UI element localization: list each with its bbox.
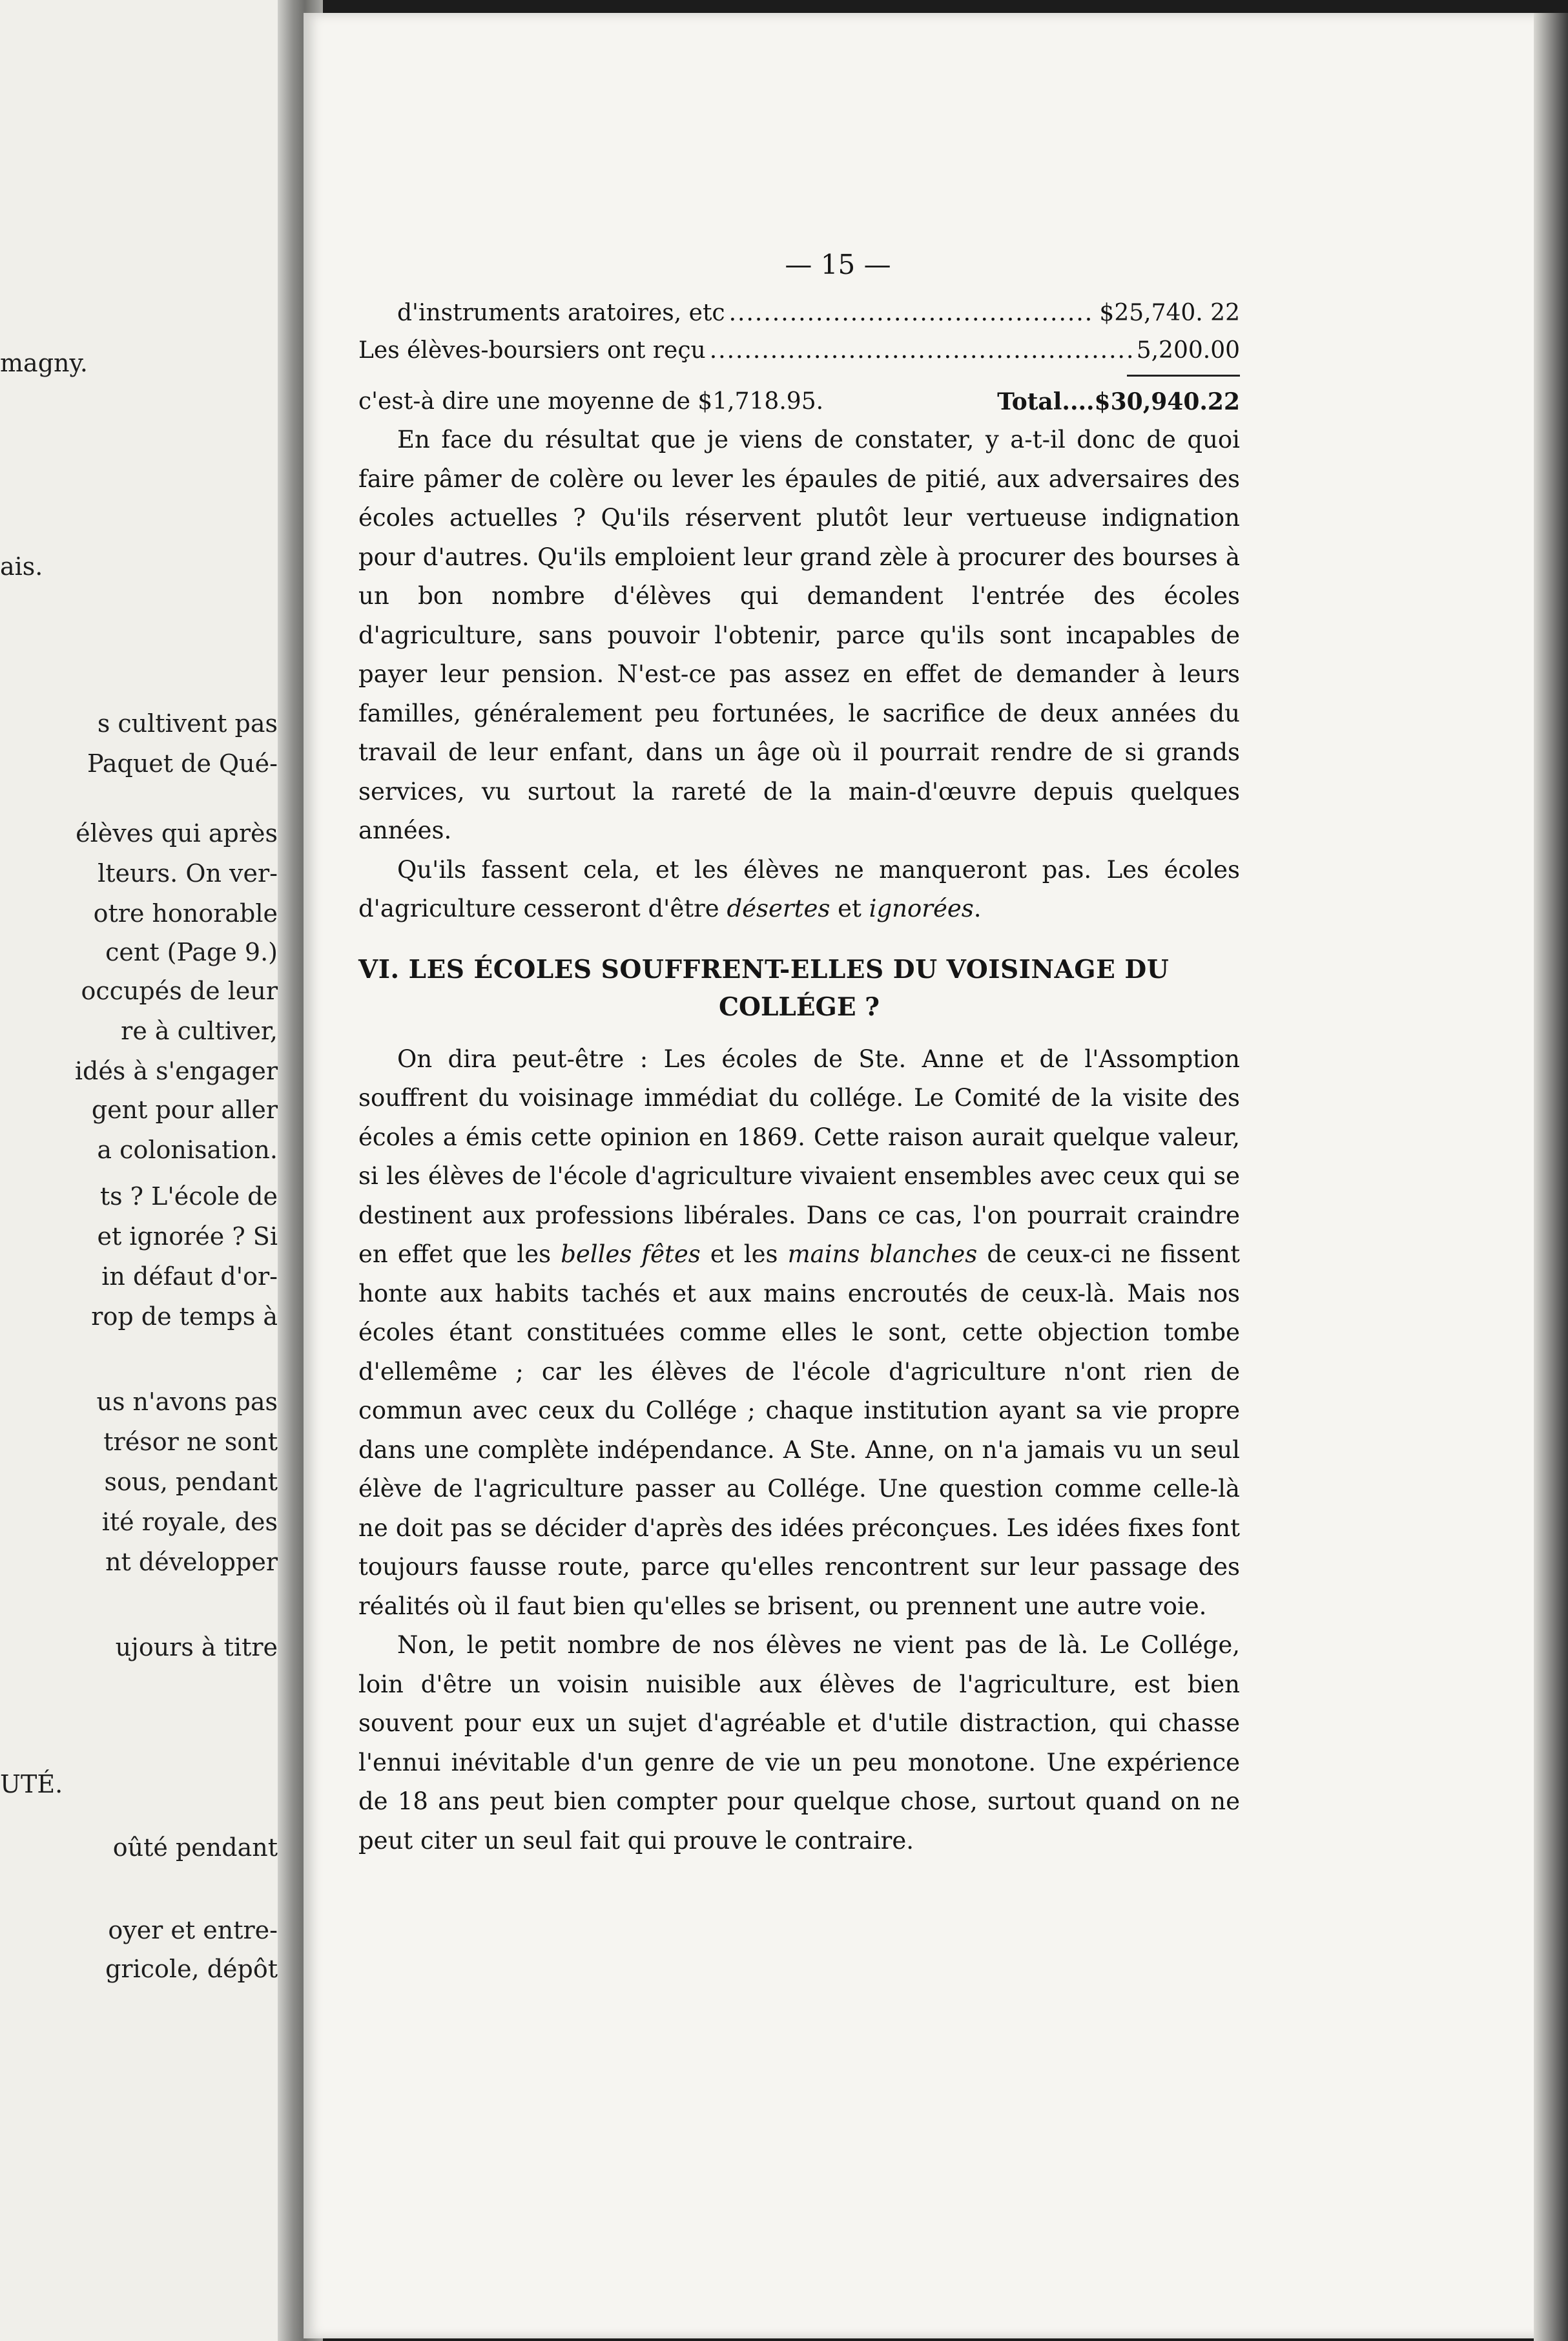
left-page-line: sous, pendant	[104, 1468, 278, 1496]
left-page-line: re à cultiver,	[121, 1017, 278, 1045]
left-page-line: gricole, dépôt	[105, 1955, 278, 1983]
paragraphs-after	[358, 1040, 1240, 1861]
total-line	[358, 383, 1240, 421]
left-page-line: UTÉ.	[0, 1770, 63, 1798]
total-amount: Total....$30,940.22	[997, 388, 1240, 415]
paragraph	[358, 1040, 1240, 1627]
average-text: c'est-à dire une moyenne de $1,718.95.	[358, 388, 824, 415]
left-page-line: ité royale, des	[101, 1508, 278, 1536]
page-number: — 15 —	[785, 249, 891, 280]
left-page-line: élèves qui après	[76, 819, 278, 848]
left-page-line: occupés de leur	[81, 977, 278, 1005]
italic-text: mains blanches	[787, 1240, 978, 1268]
left-page-line: a colonisation.	[97, 1136, 278, 1164]
paragraph-text: En face du résultat que je viens de constater, y a-t-il donc de quoi faire pâmer de colère ou lever les épaules de pitié, aux adversaires des écoles actuelles ? Qu'ils réservent plutôt leur vertueuse indignation pour d'autres. Qu'ils emploient leur grand zèle à procurer des bourses à un bon nombre d'élèves qui demandent l'entrée des écoles d'agriculture, sans pouvoir l'obtenir, parce qu'ils sont incapables de payer leur pension. N'est-ce pas assez en effet de demander à leurs familles, généralement peu fortunées, le sacrifice de deux années du travail de leur enfant, dans un âge où il pourrait rendre de si grands services, vu surtout la rareté de la main-d'œuvre depuis quelques années.	[358, 426, 1240, 844]
left-page-line: rop de temps à	[91, 1302, 278, 1331]
ledger-row	[358, 295, 1240, 332]
ledger-amount: 5,200.00	[1136, 337, 1240, 364]
ledger-label: d'instruments aratoires, etc	[397, 300, 725, 326]
left-page-line: s cultivent pas	[97, 709, 278, 738]
paragraph-text: de ceux-ci ne fissent honte aux habits tachés et aux mains encroutés de ceux-là. Mais nos écoles étant constituées comme elles le sont, cette objection tombe d'ellemême ; car les élèves de l'école d'agriculture n'ont rien de commun avec ceux du Collége ; chaque institution ayant sa vie propre dans une complète indépendance. A Ste. Anne, on n'a jamais vu un seul élève de l'agriculture passer au Collége. Une question comme celle-là ne doit pas se décider d'après des idées préconçues. Les idées fixes font toujours fausse route, parce qu'elles rencontrent sur leur passage des réalités où il faut bien qu'elles se brisent, ou prennent une autre voie.	[358, 1240, 1240, 1620]
previous-page-fragment	[0, 0, 278, 2341]
paragraph-text: .	[973, 895, 982, 922]
paragraph	[358, 851, 1240, 929]
left-page-line: oûté pendant	[112, 1833, 278, 1862]
left-page-line: ts ? L'école de	[99, 1182, 278, 1211]
left-page-line: otre honorable	[93, 899, 278, 928]
left-page-line: cent (Page 9.)	[105, 938, 278, 966]
paragraph	[358, 421, 1240, 851]
left-page-line: ujours à titre	[115, 1633, 278, 1661]
left-page-line: trésor ne sont	[103, 1428, 278, 1456]
page-edge	[1534, 13, 1568, 2341]
paragraph-text: et	[830, 895, 869, 922]
section-heading-line1: VI. LES ÉCOLES SOUFFRENT-ELLES DU VOISINAGE DU	[358, 954, 1170, 984]
paragraph	[358, 1626, 1240, 1860]
ledger-row	[358, 332, 1240, 369]
left-page-line: Paquet de Qué-	[87, 749, 278, 778]
left-page-line: gent pour aller	[91, 1096, 278, 1124]
section-heading-line2: COLLÉGE ?	[718, 992, 880, 1022]
paragraphs-before	[358, 421, 1240, 929]
paragraph-text: et les	[700, 1240, 788, 1268]
paragraph-text: Non, le petit nombre de nos élèves ne vient pas de là. Le Collége, loin d'être un voisin nuisible aux élèves de l'agriculture, est bien souvent pour eux un sujet d'agréable et d'utile distraction, qui chasse l'ennui inévitable d'un genre de vie un peu monotone. Une expérience de 18 ans peut bien compter pour quelque chose, surtout quand on ne peut citer un seul fait qui prouve le contraire.	[358, 1631, 1240, 1855]
left-page-line: idés à s'engager	[74, 1057, 278, 1085]
left-page-line: et ignorée ? Si	[97, 1222, 278, 1251]
ledger-label: Les élèves-boursiers ont reçu	[358, 337, 706, 364]
paragraph-text: On dira peut-être : Les écoles de Ste. Anne et de l'Assomption souffrent du voisinage immédiat du collége. Le Comité de la visite des écoles a émis cette opinion en 1869. Cette raison aurait quelque valeur, si les élèves de l'école d'agriculture vivaient ensembles avec ceux qui se destinent aux professions libérales. Dans ce cas, l'on pourrait craindre en effet que les	[358, 1045, 1240, 1268]
paragraph-text: Qu'ils fassent cela, et les élèves ne manqueront pas. Les écoles d'agriculture cesseront d'être	[358, 855, 1240, 922]
leader-dots	[729, 295, 1096, 332]
left-page-line: lteurs. On ver-	[98, 859, 278, 888]
italic-text: ignorées	[869, 895, 974, 922]
left-page-line: us n'avons pas	[96, 1388, 278, 1416]
left-page-line: in défaut d'or-	[101, 1262, 278, 1291]
leader-dots	[710, 332, 1133, 369]
section-heading	[358, 951, 1240, 1026]
left-page-line: magny.	[0, 349, 88, 377]
left-page-line: oyer et entre-	[108, 1916, 278, 1944]
left-page-line: nt développer	[105, 1548, 278, 1576]
ledger	[358, 295, 1240, 369]
ledger-amount: $25,740. 22	[1099, 300, 1240, 326]
left-page-line: ais.	[0, 552, 43, 581]
page-content	[358, 249, 1240, 1860]
italic-text: belles fêtes	[561, 1240, 701, 1268]
italic-text: désertes	[727, 895, 830, 922]
sum-rule	[1127, 375, 1240, 377]
